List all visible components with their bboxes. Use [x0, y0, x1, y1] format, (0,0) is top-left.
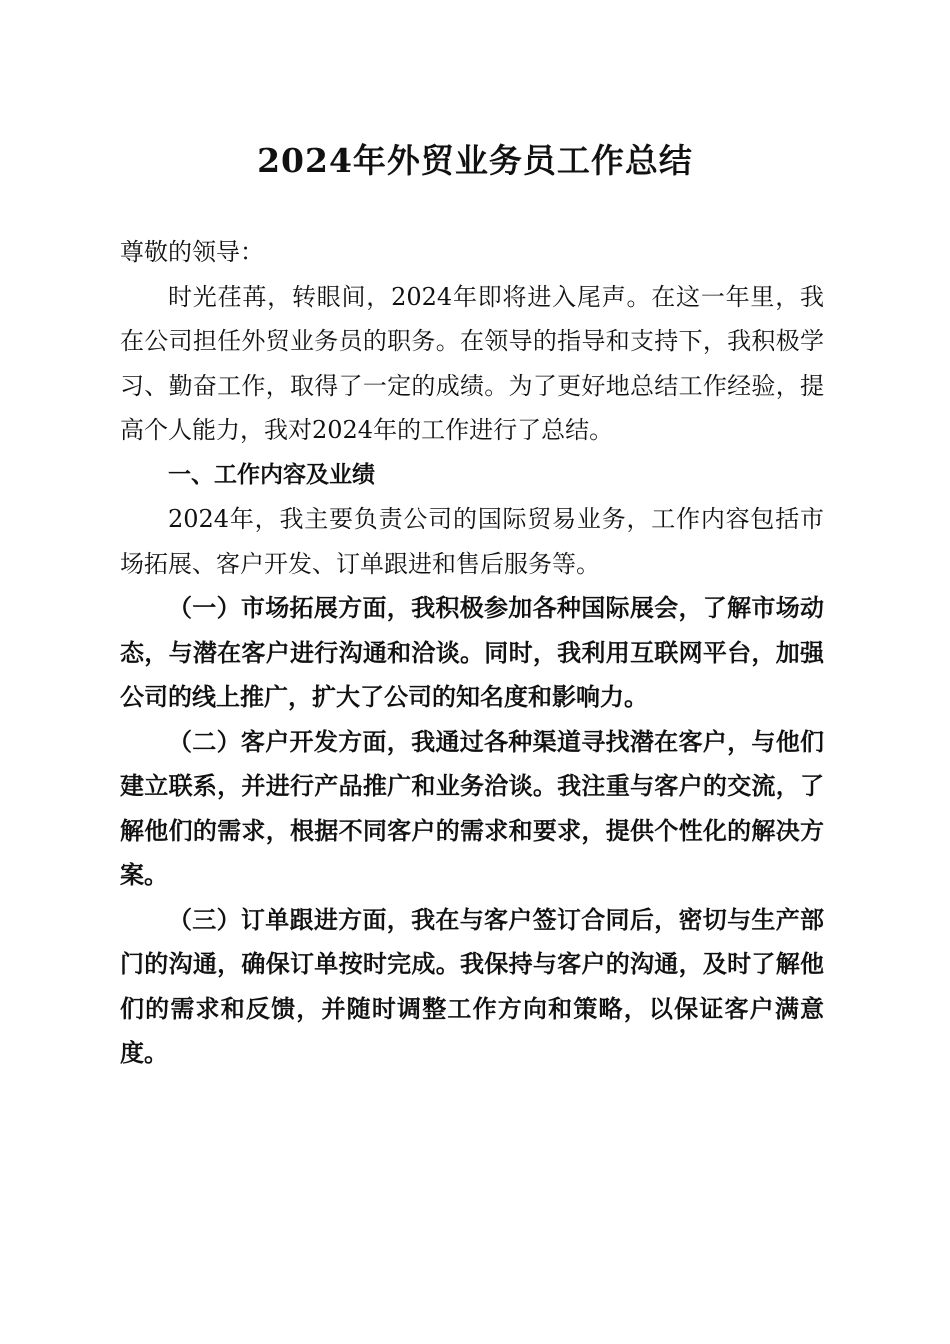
document-title: 2024年外贸业务员工作总结: [257, 141, 693, 180]
salutation: 尊敬的领导：: [120, 238, 264, 266]
order-followup-paragraph: （三）订单跟进方面，我在与客户签订合同后，密切与生产部门的沟通，确保订单按时完成。我保持与客户的沟通，及时了解他们的需求和反馈，并随时调整工作方向和策略，以保证客户满意度。: [120, 904, 824, 1067]
document-body: [120, 230, 824, 1076]
section-overview-paragraph: 2024年，我主要负责公司的国际贸易业务，工作内容包括市场拓展、客户开发、订单跟进和售后服务等。: [120, 505, 824, 578]
market-expansion-paragraph: （一）市场拓展方面，我积极参加各种国际展会，了解市场动态，与潜在客户进行沟通和洽谈。同时，我利用互联网平台，加强公司的线上推广，扩大了公司的知名度和影响力。: [120, 593, 824, 711]
customer-development-paragraph: （二）客户开发方面，我通过各种渠道寻找潜在客户，与他们建立联系，并进行产品推广和业务洽谈。我注重与客户的交流，了解他们的需求，根据不同客户的需求和要求，提供个性化的解决方案。: [120, 726, 824, 889]
intro-paragraph: 时光荏苒，转眼间，2024年即将进入尾声。在这一年里，我在公司担任外贸业务员的职务。在领导的指导和支持下，我积极学习、勤奋工作，取得了一定的成绩。为了更好地总结工作经验，提高个人能力，我对2024年的工作进行了总结。: [120, 282, 824, 444]
section-heading: 一、工作内容及业绩: [168, 461, 375, 488]
